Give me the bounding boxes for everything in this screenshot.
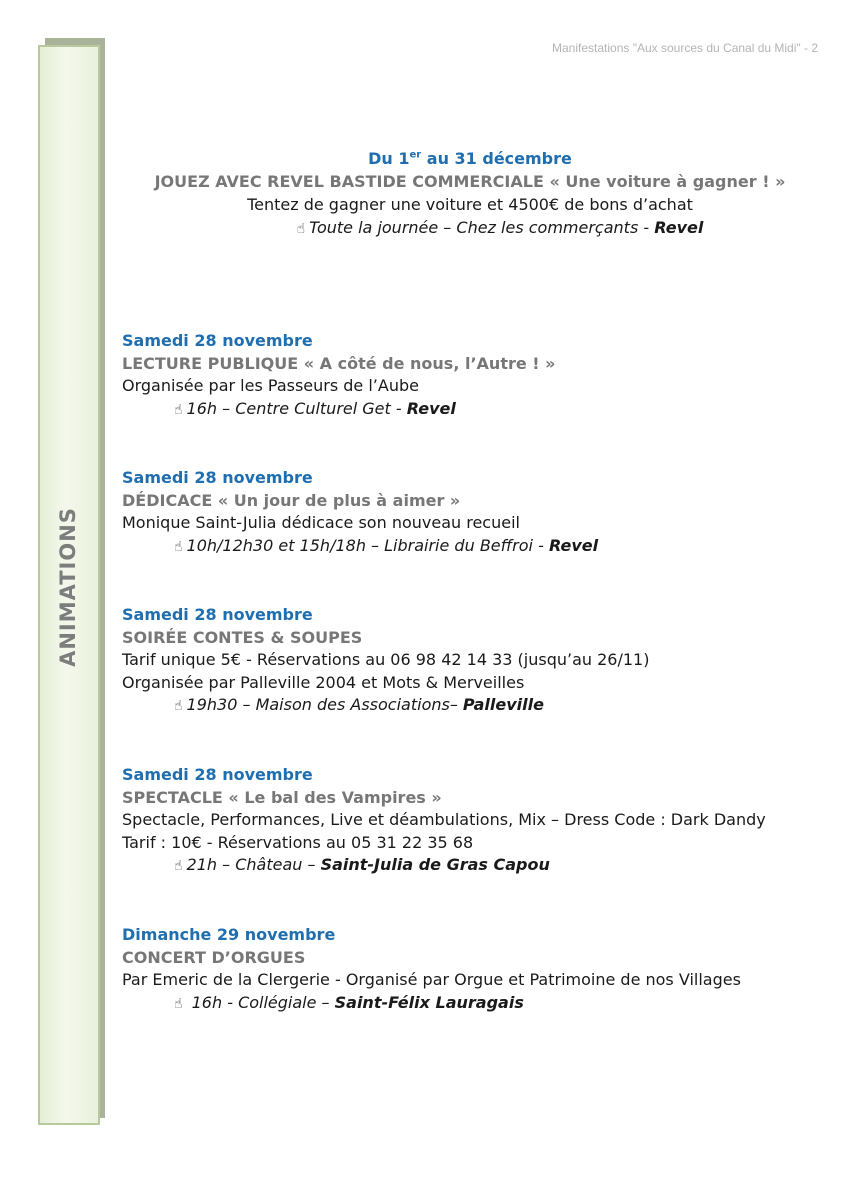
hand-pointer-icon: ☝ [174,995,183,1012]
event-contes [122,604,832,718]
event-line: Monique Saint-Julia dédicace son nouveau recueil [122,513,520,532]
featured-detail [120,216,820,241]
event-detail [122,992,832,1016]
event-detail-text: 21h – Château – [186,855,321,874]
event-lecture [122,330,832,421]
event-detail [122,398,832,422]
sidebar-label: ANIMATIONS [56,507,80,667]
event-title: DÉDICACE « Un jour de plus à aimer » [122,490,461,510]
hand-pointer-icon: ☝ [174,858,183,874]
event-detail-place: Saint-Julia de Gras Capou [320,855,550,874]
event-detail [122,854,832,878]
event-line: Organisée par Palleville 2004 et Mots & Merveilles [122,672,525,692]
featured-detail-text: Toute la journée – Chez les commerçants - [309,218,655,237]
running-header: Manifestations "Aux sources du Canal du Midi" - 2 [552,41,818,55]
hand-pointer-icon: ☝ [174,401,183,418]
event-date: Samedi 28 novembre [122,331,313,350]
event-date: Samedi 28 novembre [122,605,313,624]
featured-date-sup: er [409,149,422,161]
event-detail-text: 19h30 – Maison des Associations– [186,695,463,714]
event-title: LECTURE PUBLIQUE « A côté de nous, l’Autre ! » [122,353,556,373]
event-detail-place: Saint-Félix Lauragais [334,992,524,1012]
event-line: Organisée par les Passeurs de l’Aube [122,376,419,395]
event-detail-text: 16h - Collégiale – [186,992,335,1012]
event-dedicace [122,467,832,558]
event-line: Par Emeric de la Clergerie - Organisé par Orgue et Patrimoine de nos Villages [122,970,741,989]
hand-pointer-icon: ☝ [174,538,183,555]
event-date: Samedi 28 novembre [122,468,313,487]
featured-description: Tentez de gagner une voiture et 4500€ de bons d’achat [247,195,693,214]
event-title: CONCERT D’ORGUES [122,947,306,967]
hand-pointer-icon: ☝ [296,221,306,237]
featured-date-suffix: au 31 décembre [421,149,572,168]
event-detail [122,694,832,718]
event-title: SOIRÉE CONTES & SOUPES [122,627,363,647]
event-date: Dimanche 29 novembre [122,925,336,944]
event-detail-place: Revel [406,398,456,418]
featured-date-prefix: Du 1 [368,149,410,168]
event-concert [122,924,832,1015]
featured-detail-place: Revel [654,218,704,237]
event-detail [122,535,832,559]
event-date: Samedi 28 novembre [122,765,313,784]
event-detail-text: 10h/12h30 et 15h/18h – Librairie du Beffroi - [186,535,549,555]
featured-event [120,147,820,241]
event-line: Tarif unique 5€ - Réservations au 06 98 42 14 33 (jusqu’au 26/11) [122,650,650,669]
event-line: Spectacle, Performances, Live et déambulations, Mix – Dress Code : Dark Dandy [122,810,766,829]
event-detail-text: 16h – Centre Culturel Get - [186,398,407,418]
hand-pointer-icon: ☝ [174,698,183,714]
event-line: Tarif : 10€ - Réservations au 05 31 22 35 68 [122,832,474,852]
event-title: SPECTACLE « Le bal des Vampires » [122,787,442,807]
featured-date [120,147,820,170]
event-detail-place: Palleville [462,695,544,714]
event-detail-place: Revel [548,535,599,555]
featured-title: JOUEZ AVEC REVEL BASTIDE COMMERCIALE « Une voiture à gagner ! » [154,172,786,191]
event-spectacle [122,764,832,878]
